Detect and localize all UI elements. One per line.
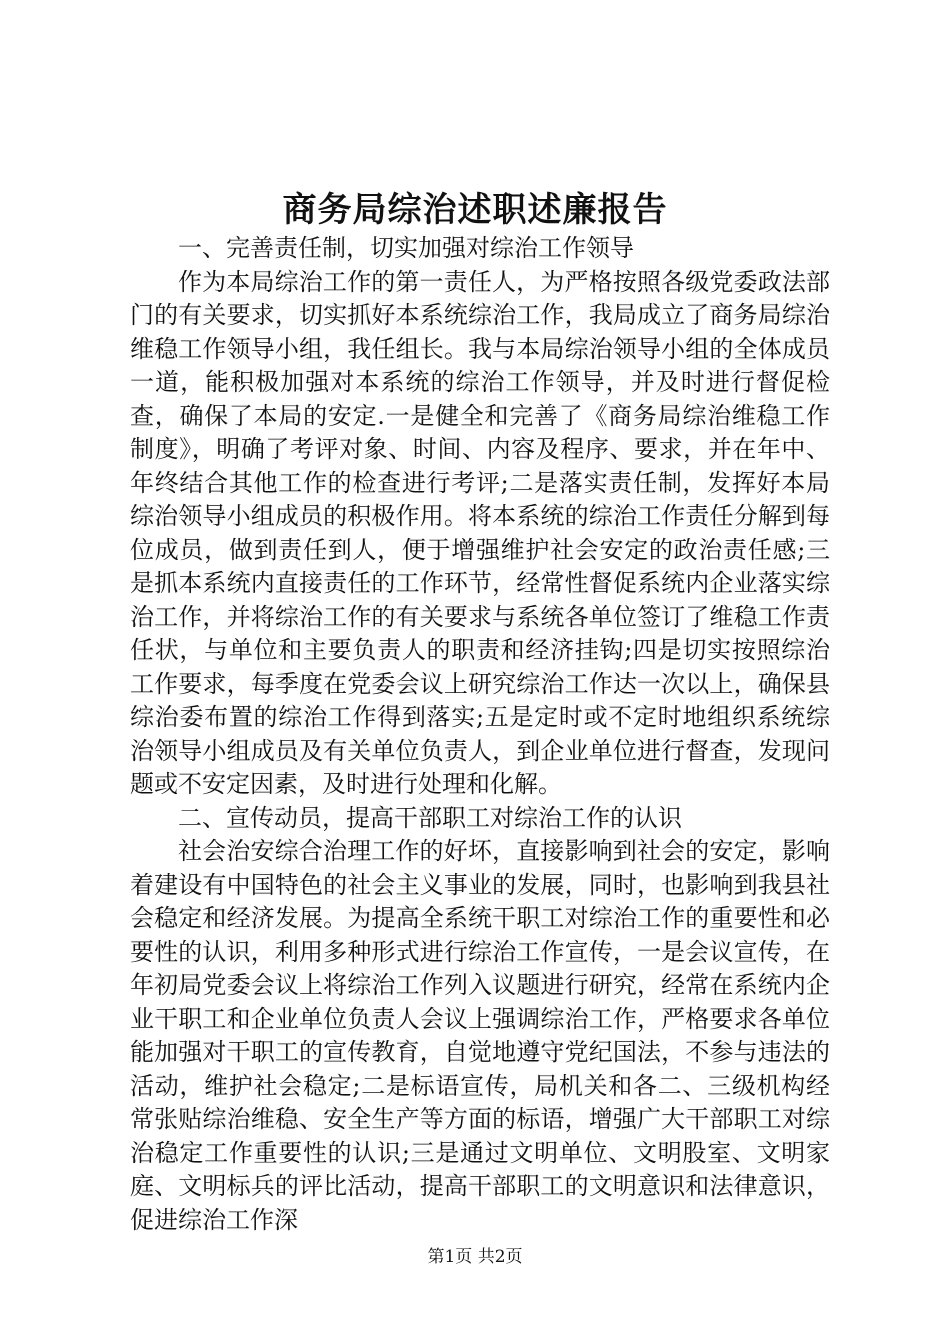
section-heading-1: 一、完善责任制，切实加强对综治工作领导 xyxy=(178,234,634,262)
body-paragraph-2: 社会治安综合治理工作的好坏，直接影响到社会的安定，影响着建设有中国特色的社会主义事业的发展，同时，也影响到我县社会稳定和经济发展。为提高全系统干职工对综治工作的重要性和必要性的认识，利用多种形式进行综治工作宣传，一是会议宣传，在年初局党委会议上将综治工作列入议题进行研究，经常在系统内企业干职工和企业单位负责人会议上强调综治工作，严格要求各单位能加强对干职工的宣传教育，自觉地遵守党纪国法，不参与违法的活动，维护社会稳定;二是标语宣传，局机关和各二、三级机构经常张贴综治维稳、安全生产等方面的标语，增强广大干部职工对综治稳定工作重要性的认识;三是通过文明单位、文明股室、文明家庭、文明标兵的评比活动，提高干部职工的文明意识和法律意识，促进综治工作深 xyxy=(130,837,830,1234)
document-title: 商务局综治述职述廉报告 xyxy=(282,190,668,230)
section-heading-2: 二、宣传动员，提高干部职工对综治工作的认识 xyxy=(178,803,682,832)
body-paragraph-1: 作为本局综治工作的第一责任人，为严格按照各级党委政法部门的有关要求，切实抓好本系统综治工作，我局成立了商务局综治维稳工作领导小组，我任组长。我与本局综治领导小组的全体成员一道，能积极加强对本系统的综治工作领导，并及时进行督促检查，确保了本局的安定.一是健全和完善了《商务局综治维稳工作制度》，明确了考评对象、时间、内容及程序、要求，并在年中、年终结合其他工作的检查进行考评;二是落实责任制，发挥好本局综治领导小组成员的积极作用。将本系统的综治工作责任分解到每位成员，做到责任到人，便于增强维护社会安定的政治责任感;三是抓本系统内直接责任的工作环节，经常性督促系统内企业落实综治工作，并将综治工作的有关要求与系统各单位签订了维稳工作责任状，与单位和主要负责人的职责和经济挂钩;四是切实按照综治工作要求，每季度在党委会议上研究综治工作达一次以上，确保县综治委布置的综治工作得到落实;五是定时或不定时地组织系统综治领导小组成员及有关单位负责人，到企业单位进行督查，发现问题或不安定因素，及时进行处理和化解。 xyxy=(130,267,830,798)
page-footer: 第1页 共2页 xyxy=(427,1247,523,1267)
document-body xyxy=(130,232,830,1237)
